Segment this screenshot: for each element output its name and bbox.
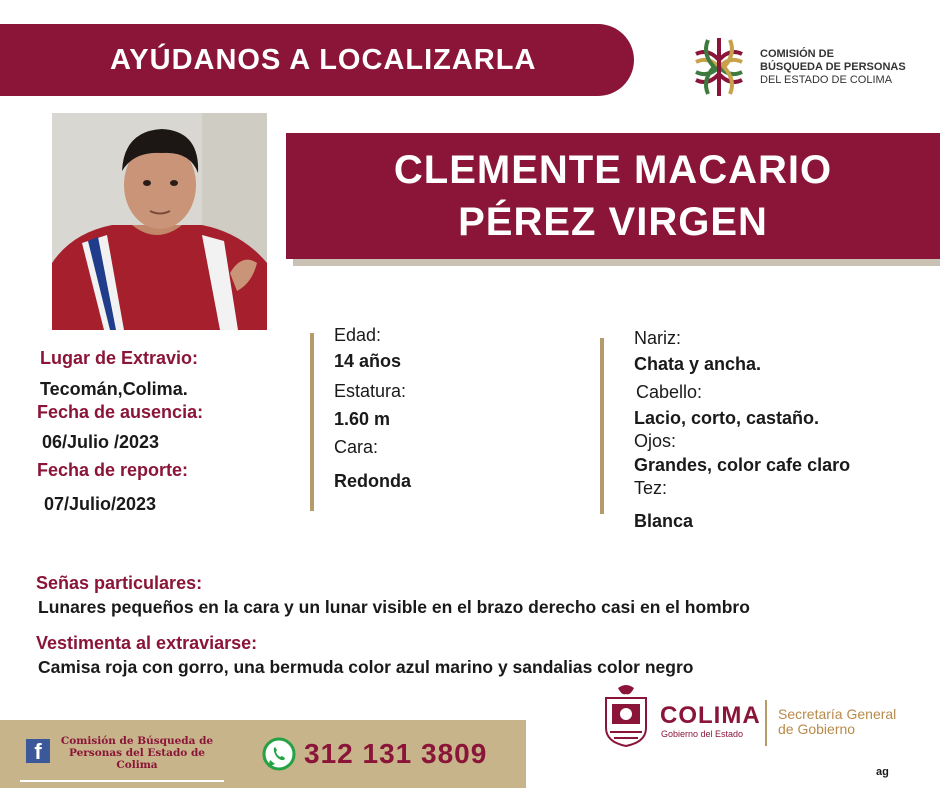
place-value: Tecomán,Colima. [40,379,188,399]
name-line1: CLEMENTE MACARIO [393,148,833,192]
hair-value: Lacio, corto, castaño. [634,408,820,428]
eyes-label: Ojos: [634,431,677,451]
nose-label: Nariz: [634,328,682,348]
clothing-value: Camisa roja con gorro, una bermuda color azul marino y sandalias color negro [38,657,694,677]
skin-value: Blanca [634,511,694,531]
commission-line2: BÚSQUEDA DE PERSONAS [760,60,906,73]
face-label: Cara: [334,437,379,457]
commission-line1: COMISIÓN DE [760,47,834,60]
secretaria-line2: de Gobierno [778,721,856,737]
hair-label: Cabello: [636,382,703,402]
facebook-icon[interactable]: f [26,739,50,763]
report-value: 07/Julio/2023 [44,494,157,514]
marks-label: Señas particulares: [36,573,203,593]
name-box [286,133,940,259]
age-label: Edad: [334,325,382,345]
commission-line3: DEL ESTADO DE COLIMA [760,73,893,86]
colima-coat-of-arms-icon [600,684,652,748]
phone-number[interactable]: 312 131 3809 [304,738,488,769]
name-line2: PÉREZ VIRGEN [458,200,768,244]
clothing-label: Vestimenta al extraviarse: [36,633,258,653]
secretaria-line1: Secretaría General [778,706,897,722]
top-banner [0,24,634,96]
commission-logo [686,32,936,102]
divider-right [600,338,604,514]
report-label: Fecha de reporte: [37,460,189,480]
skin-label: Tez: [634,478,668,498]
banner-title: AYÚDANOS A LOCALIZARLA [110,43,537,76]
age-value: 14 años [334,351,402,371]
place-label: Lugar de Extravio: [40,348,199,368]
facebook-page-name[interactable]: Comisión de Búsqueda de Personas del Estado de Colima [60,735,214,771]
nose-value: Chata y ancha. [634,354,762,374]
secretaria-text [778,707,896,737]
colima-subtitle: Gobierno del Estado [661,729,744,739]
colima-separator [765,700,767,746]
footer-underline [20,780,224,782]
divider-middle [310,333,314,511]
colima-wordmark: COLIMA [660,702,761,729]
author-tag: ag [876,766,889,778]
height-value: 1.60 m [334,409,391,429]
absence-value: 06/Julio /2023 [42,432,160,452]
absence-label: Fecha de ausencia: [37,402,204,422]
commission-emblem-icon [686,34,752,100]
marks-value: Lunares pequeños en la cara y un lunar visible en el brazo derecho casi en el hombro [38,597,750,617]
whatsapp-icon[interactable] [262,737,296,771]
face-value: Redonda [334,471,412,491]
height-label: Estatura: [334,381,407,401]
commission-logo-text [760,48,906,87]
eyes-value: Grandes, color cafe claro [634,455,851,475]
missing-person-photo [52,113,267,330]
